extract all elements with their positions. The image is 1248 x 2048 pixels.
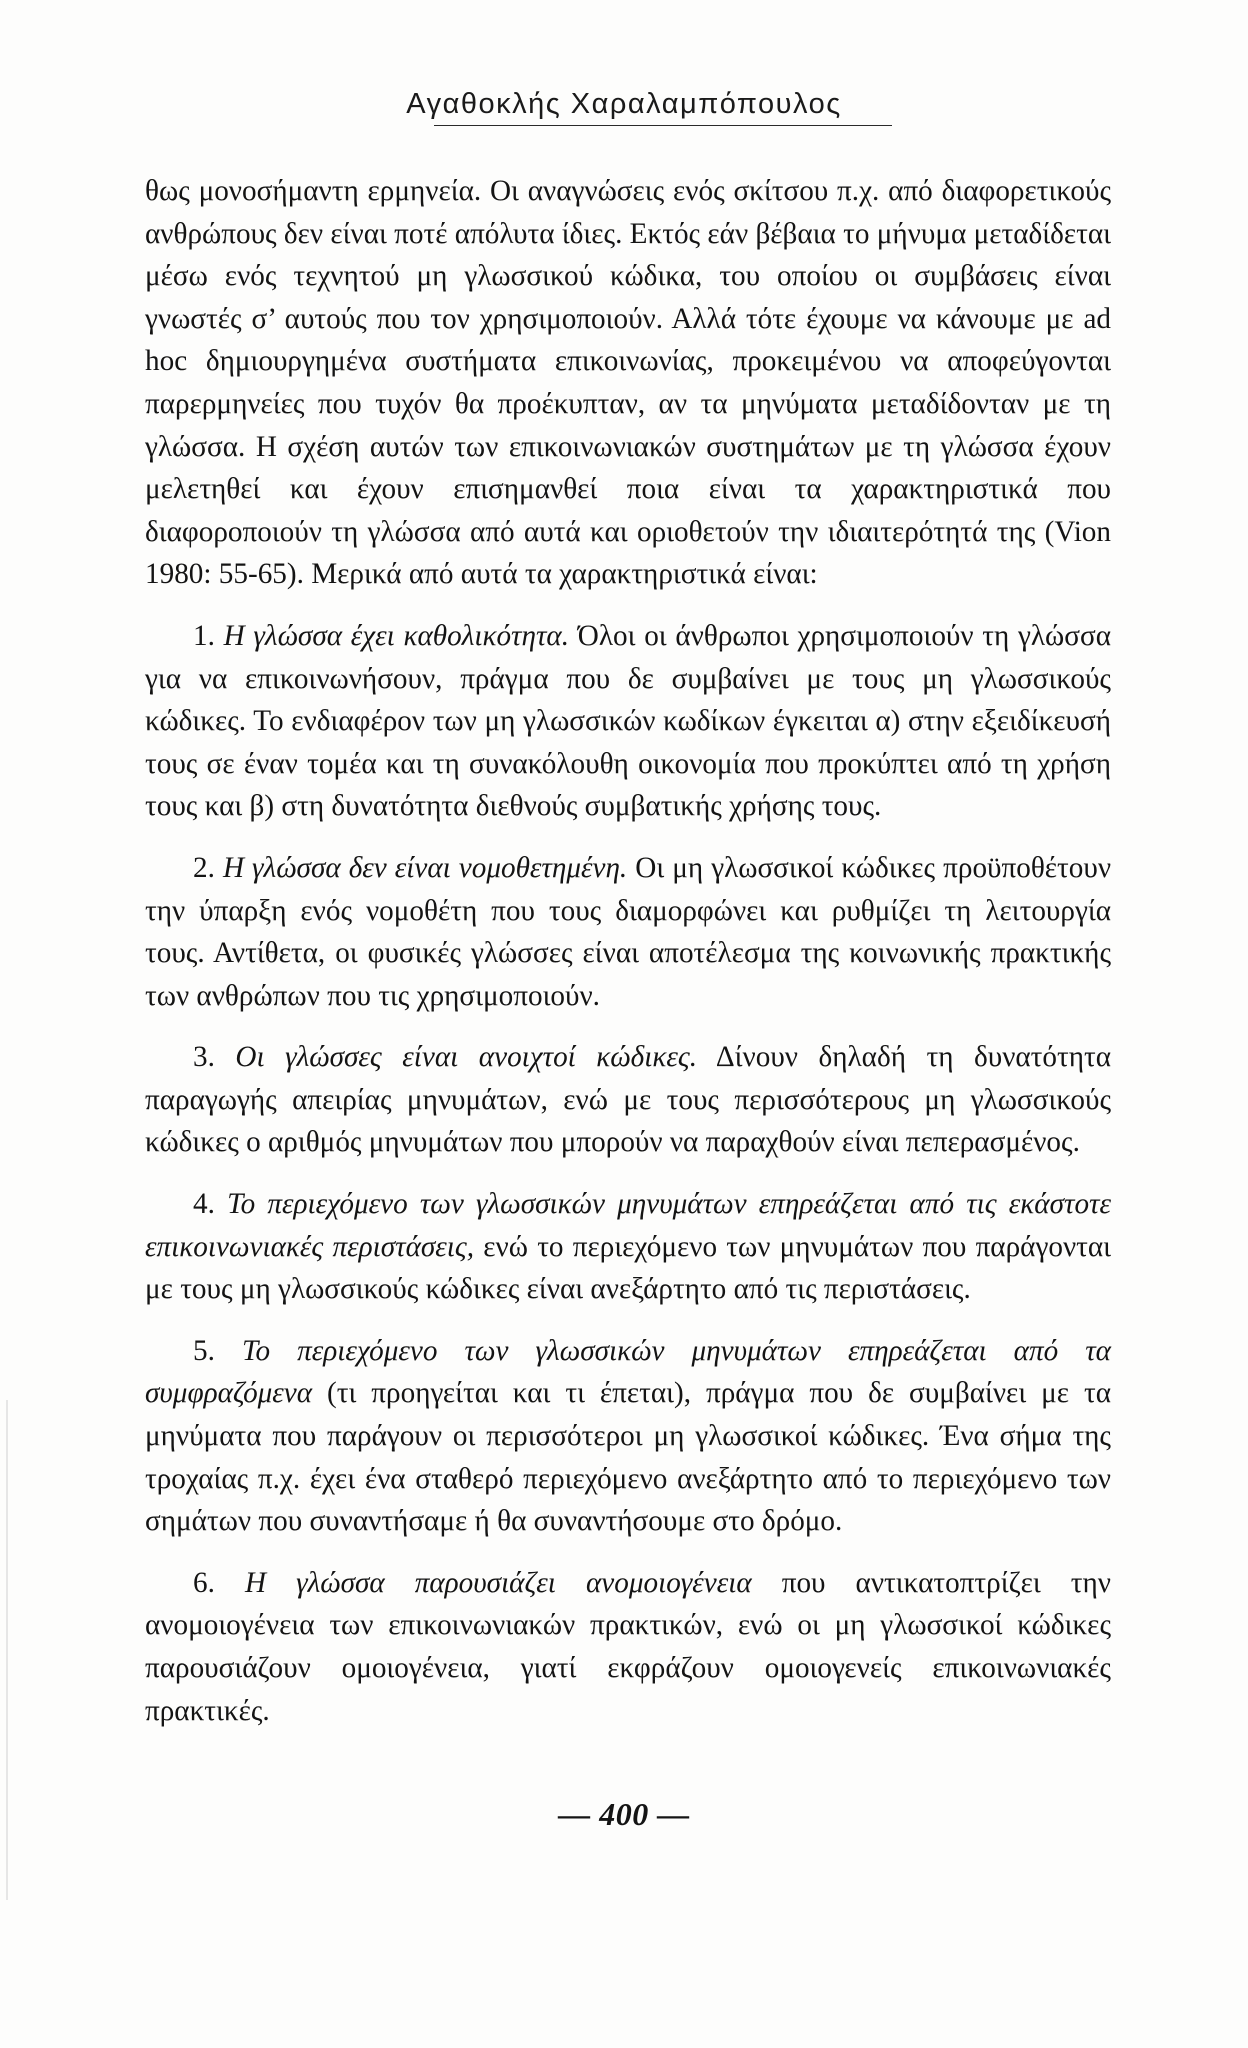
item-text: Δίνουν δηλαδή τη δυνατότητα παραγωγής απειρίας μηνυμάτων, ενώ με τους περισσότερους μη γλωσσικούς κώδικες ο αριθμός μηνυμάτων που μπορούν να παραχθούν είναι πεπερασμένος. bbox=[145, 1041, 1112, 1159]
item-text: που αντικατοπτρίζει την ανομοιογένεια των επικοινωνιακών πρακτικών, ενώ οι μη γλωσσικοί κώδικες παρουσιάζουν ομοιογένεια, γιατί εκφράζουν ομοιογενείς επικοινωνιακές πρακτικές. bbox=[145, 1566, 1111, 1727]
item-text: (τι προηγείται και τι έπεται), πράγμα που δε συμβαίνει με τα μηνύματα που παράγουν οι περισσότεροι μη γλωσσικοί κώδικες. Ένα σήμα της τροχαίας π.χ. έχει ένα σταθερό περιεχόμενο ανεξάρτητο από το περιεχόμενο των σημάτων που συναντήσαμε ή θα συναντήσουμε στο δρόμο. bbox=[145, 1377, 1111, 1538]
item-heading: Το περιεχόμενο των γλωσσικών μηνυμάτων επηρεάζεται από τα συμφραζόμενα bbox=[145, 1334, 1112, 1410]
item-heading: Το περιεχόμενο των γλωσσικών μηνυμάτων επηρεάζεται από τις εκάστοτε επικοινωνιακές περιστάσεις, bbox=[145, 1188, 1112, 1263]
list-item bbox=[145, 1036, 1111, 1164]
item-heading: Οι γλώσσες είναι ανοιχτοί κώδικες. bbox=[235, 1041, 697, 1074]
item-text: Οι μη γλωσσικοί κώδικες προϋποθέτουν την ύπαρξη ενός νομοθέτη που τους διαμορφώνει και ρυθμίζει τη λειτουργία τους. Αντίθετα, οι φυσικές γλώσσες είναι αποτέλεσμα της κοινωνικής πρακτικής των ανθρώπων που τις χρησιμοποιούν. bbox=[145, 851, 1112, 1012]
item-text: Όλοι οι άνθρωποι χρησιμοποιούν τη γλώσσα για να επικοινωνήσουν, πράγμα που δε συμβαίνει με τους μη γλωσσικούς κώδικες. Το ενδιαφέρον των μη γλωσσικών κωδίκων έγκειται α) στην εξειδίκευσή τους σε έναν τομέα και τη συνακόλουθη οικονομία που προκύπτει από τη χρήση τους και β) στη δυνατότητα διεθνούς συμβατικής χρήσης τους. bbox=[145, 619, 1112, 823]
list-item bbox=[145, 1562, 1111, 1732]
item-number: 2. bbox=[193, 851, 215, 884]
running-header: Αγαθοκλής Χαραλαμπόπουλος bbox=[406, 88, 842, 120]
header-rule bbox=[434, 125, 892, 126]
item-text: ενώ το περιεχόμενο των μηνυμάτων που παράγονται με τους μη γλωσσικούς κώδικες είναι ανεξάρτητο από τις περιστάσεις. bbox=[145, 1230, 1112, 1306]
list-item bbox=[145, 1330, 1111, 1543]
item-number: 5. bbox=[193, 1334, 215, 1367]
scan-edge-shadow bbox=[6, 1400, 8, 1900]
item-heading: Η γλώσσα έχει καθολικότητα. bbox=[223, 619, 570, 652]
item-number: 3. bbox=[193, 1041, 215, 1074]
body-text bbox=[145, 170, 1111, 1732]
item-number: 4. bbox=[193, 1188, 215, 1221]
list-item bbox=[145, 847, 1111, 1017]
intro-paragraph: θως μονοσήμαντη ερμηνεία. Οι αναγνώσεις ενός σκίτσου π.χ. από διαφορετικούς ανθρώπους δεν είναι ποτέ απόλυτα ίδιες. Εκτός εάν βέβαια το μήνυμα μεταδίδεται μέσω ενός τεχνητού μη γλωσσικού κώδικα, του οποίου οι συμβάσεις είναι γνωστές σ’ αυτούς που τον χρησιμοποιούν. Αλλά τότε έχουμε να κάνουμε με ad hoc δημιουργημένα συστήματα επικοινωνίας, προκειμένου να αποφεύγονται παρερμηνείες που τυχόν θα προέκυπταν, αν τα μηνύματα μεταδίδονταν με τη γλώσσα. Η σχέση αυτών των επικοινωνιακών συστημάτων με τη γλώσσα έχουν μελετηθεί και έχουν επισημανθεί ποια είναι τα χαρακτηριστικά που διαφοροποιούν τη γλώσσα από αυτά και οριοθετούν την ιδιαιτερότητά της (Vion 1980: 55-65). Μερικά από αυτά τα χαρακτηριστικά είναι: bbox=[145, 175, 1111, 591]
item-number: 6. bbox=[193, 1566, 215, 1599]
item-number: 1. bbox=[193, 619, 215, 652]
item-heading: Η γλώσσα παρουσιάζει ανομοιογένεια bbox=[244, 1566, 752, 1599]
page-number: — 400 — bbox=[558, 1796, 690, 1832]
list-item bbox=[145, 1183, 1111, 1311]
item-heading: Η γλώσσα δεν είναι νομοθετημένη. bbox=[222, 851, 628, 884]
list-item bbox=[145, 615, 1111, 828]
